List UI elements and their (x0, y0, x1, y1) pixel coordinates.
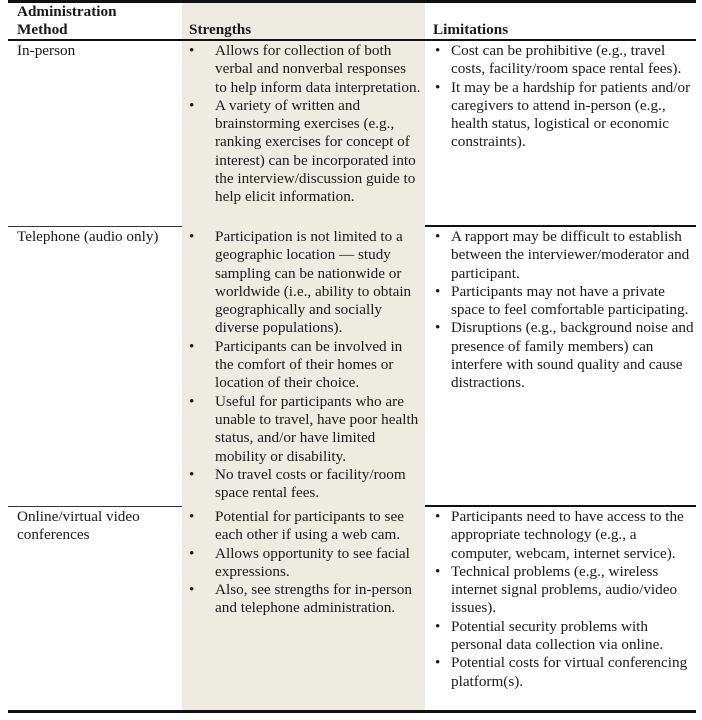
header-strengths: Strengths (189, 21, 252, 38)
list-item: • Allows for collection of both verbal and nonverbal responses to help inform data interpretation. (185, 42, 421, 97)
list-item: • Allows opportunity to see facial expressions. (185, 545, 421, 582)
list-item: • A rapport may be difficult to establish between the interviewer/moderator and participant. (432, 228, 694, 283)
header-method (17, 3, 177, 40)
list-item: • Participants may not have a private space to feel comfortable participating. (432, 283, 694, 320)
header-limitations: Limitations (433, 21, 509, 38)
list-item: • A variety of written and brainstorming exercises (e.g., ranking exercises for concept of interest) can be incorporated into the interview/discussion guide to help elicit information. (185, 97, 421, 207)
table-bottom-rule (8, 710, 696, 713)
row-divider-limitations (425, 225, 696, 227)
list-item: • Useful for participants who are unable to travel, have poor health status, and/or have limited mobility or disability. (185, 393, 421, 466)
list-item: • Participants need to have access to the appropriate technology (e.g., a computer, webcam, internet service). (432, 508, 694, 563)
list-item: • Disruptions (e.g., background noise and presence of family members) can interfere with sound quality and cause distractions. (432, 319, 694, 392)
row-method: Online/virtual video conferences (17, 508, 140, 544)
row-strengths-list (185, 508, 421, 618)
list-item: • No travel costs or facility/room space rental fees. (185, 466, 421, 503)
row-method: Telephone (audio only) (17, 228, 159, 245)
list-item: • Also, see strengths for in-person and telephone administration. (185, 581, 421, 618)
header-method-line2: Method (17, 21, 68, 39)
list-item: • Cost can be prohibitive (e.g., travel costs, facility/room space rental fees). (432, 42, 694, 79)
header-rule (8, 39, 696, 41)
row-limitations-list (432, 228, 694, 393)
row-strengths-list (185, 228, 421, 502)
list-item: • Participants can be involved in the comfort of their homes or location of their choice. (185, 338, 421, 393)
header-method-line1: Administration (17, 3, 117, 20)
list-item: • Potential costs for virtual conferencing platform(s). (432, 654, 694, 691)
row-limitations-list (432, 42, 694, 152)
list-item: • Participation is not limited to a geographic location — study sampling can be nationwide or worldwide (i.e., ability to obtain geographically and socially diverse populations). (185, 228, 421, 338)
row-divider-method (8, 226, 182, 227)
row-divider-method (8, 506, 182, 507)
row-strengths-list (185, 42, 421, 207)
list-item: • It may be a hardship for patients and/or caregivers to attend in-person (e.g., health status, logistical or economic constraints). (432, 79, 694, 152)
row-method: In-person (17, 42, 76, 59)
list-item: • Technical problems (e.g., wireless internet signal problems, audio/video issues). (432, 563, 694, 618)
row-divider-limitations (425, 505, 696, 507)
list-item: • Potential security problems with personal data collection via online. (432, 618, 694, 655)
list-item: • Potential for participants to see each other if using a web cam. (185, 508, 421, 545)
row-limitations-list (432, 508, 694, 691)
